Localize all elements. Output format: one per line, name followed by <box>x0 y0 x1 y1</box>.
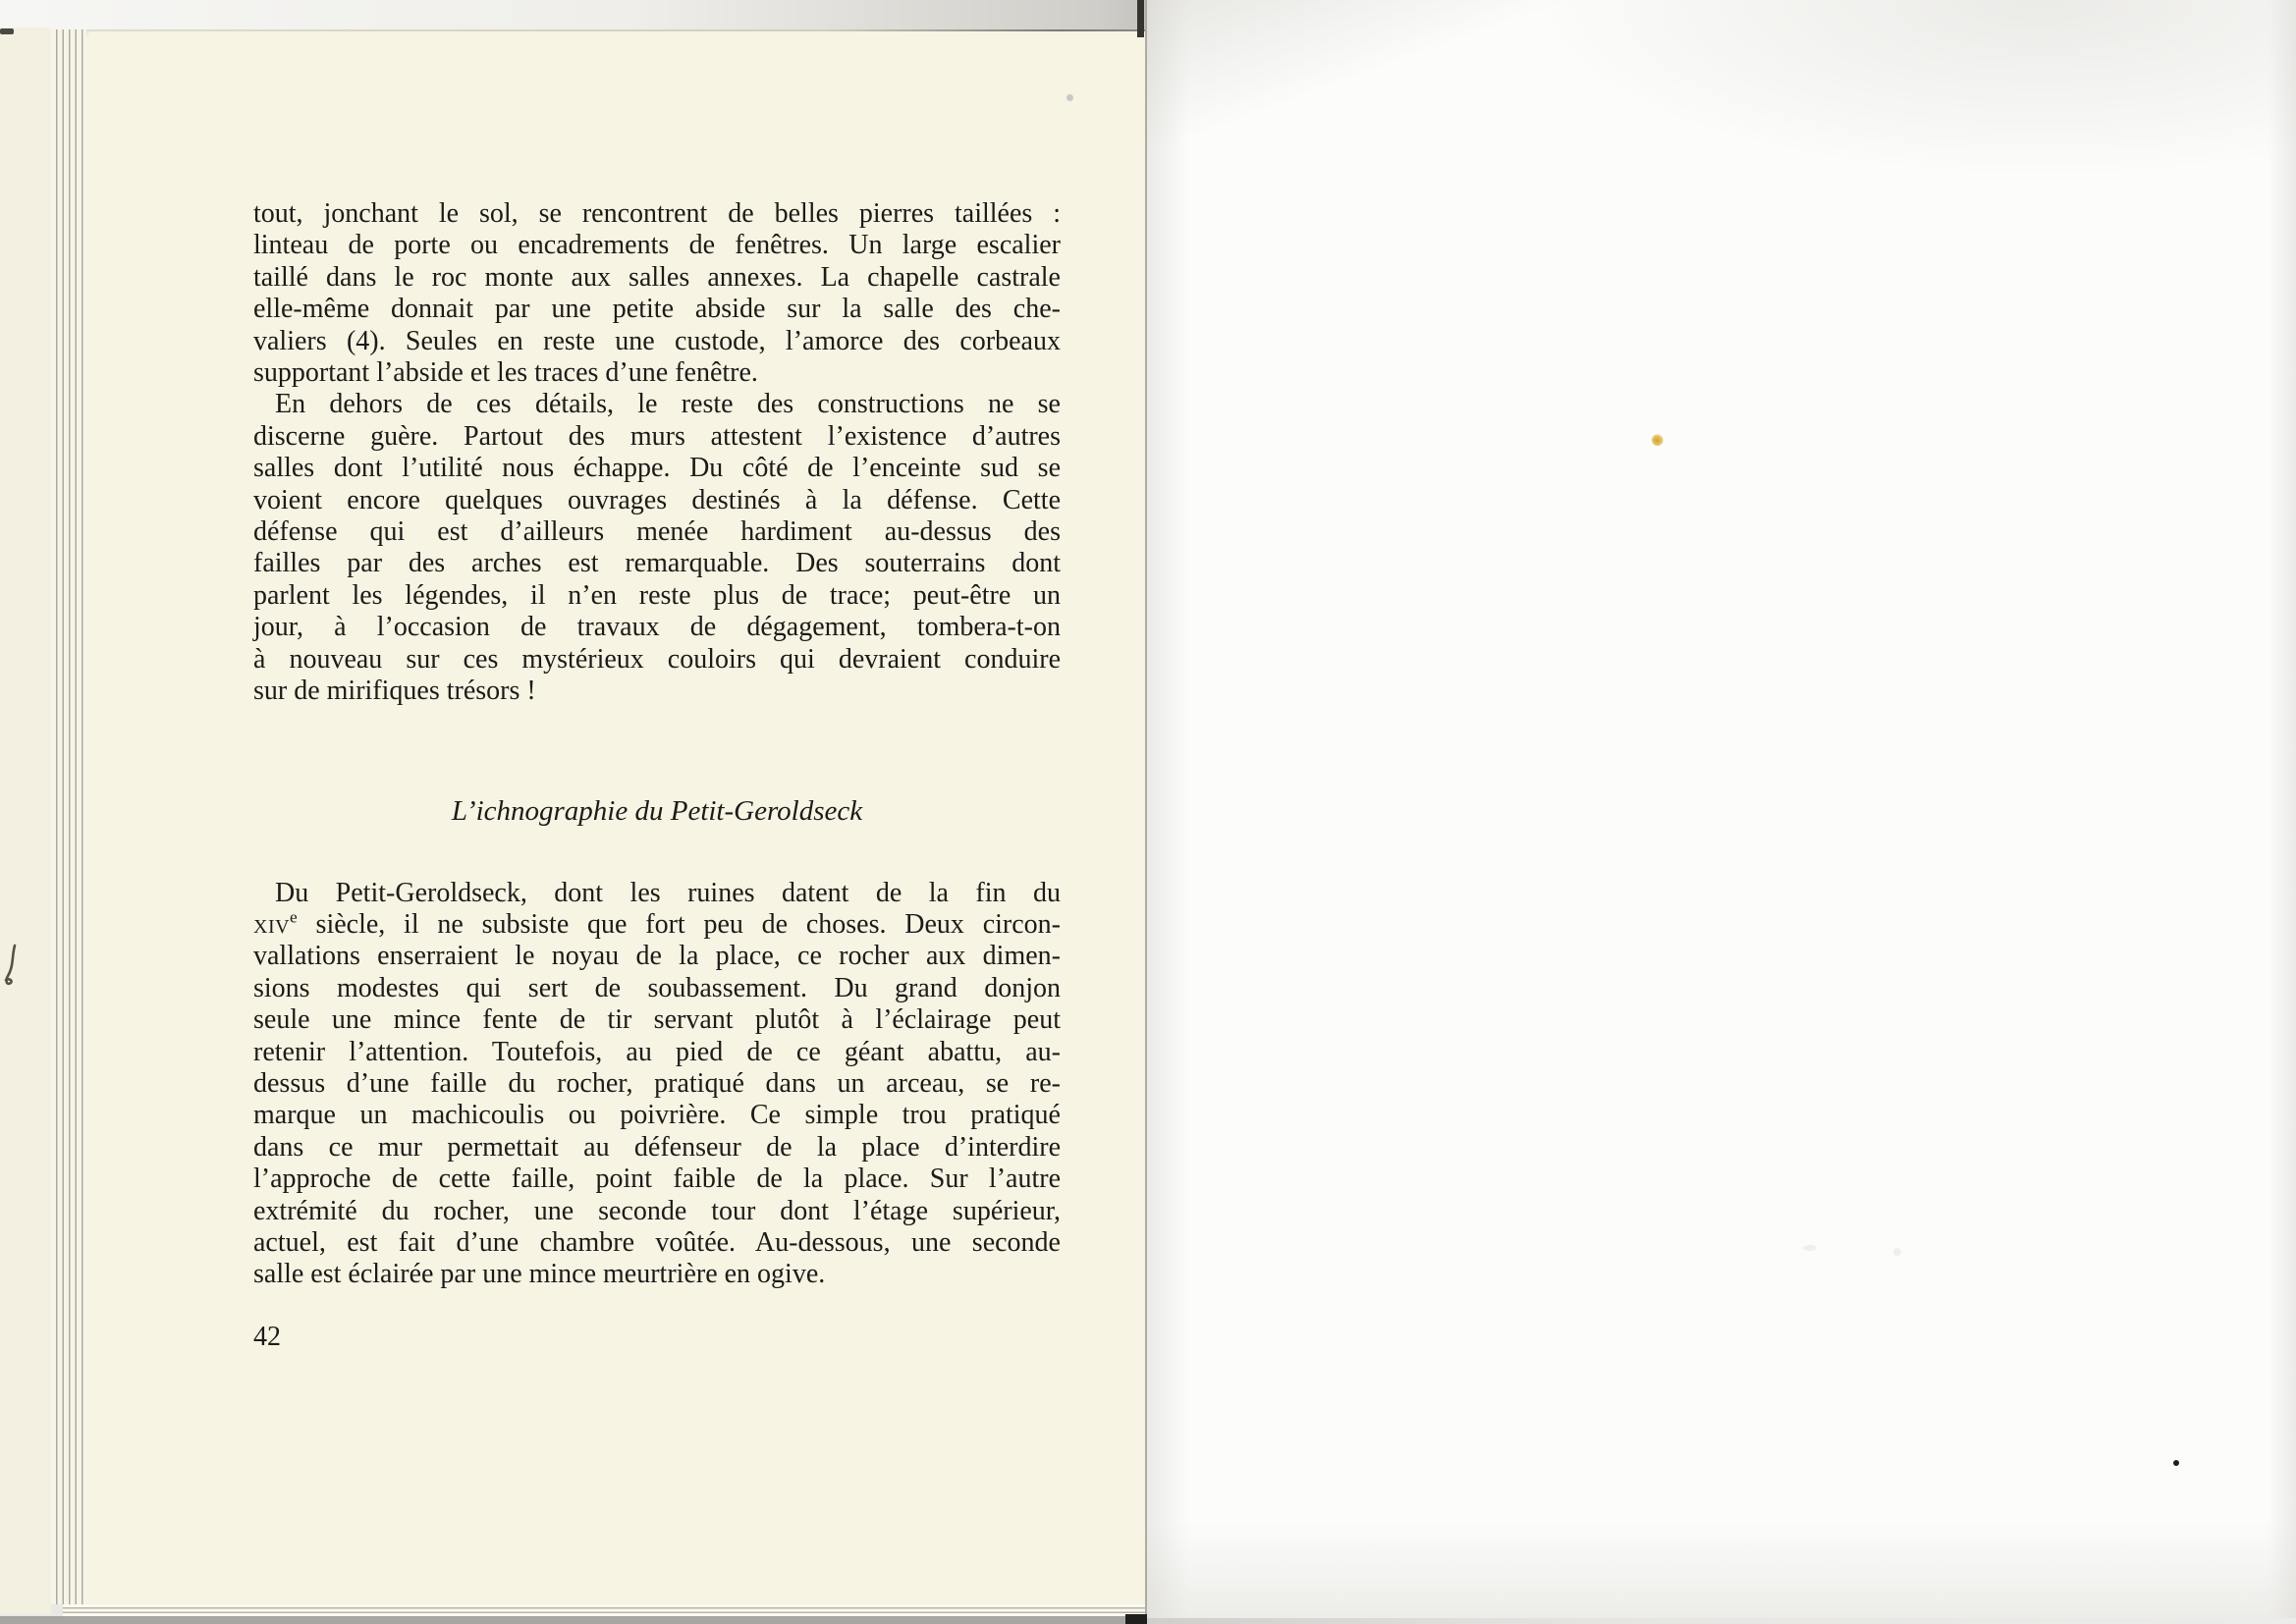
yellow-speck <box>1652 434 1664 446</box>
text-line: En dehors de ces détails, le reste des constructions ne se <box>275 389 1061 420</box>
text-line: valiers (4). Seules en reste une custode, l’amorce des corbeaux <box>253 325 1061 356</box>
gutter-shadow-top <box>1137 0 1144 37</box>
text-line: dans ce mur permettait au défenseur de la place d’interdire <box>253 1131 1061 1163</box>
text-line: elle-même donnait par une petite abside sur la salle des che- <box>253 294 1061 325</box>
black-speck <box>2173 1460 2179 1466</box>
text-line: seule une mince fente de tir servant plutôt à l’éclairage peut <box>253 1004 1061 1036</box>
edge-mark-icon <box>0 28 14 34</box>
section-heading: L’ichnographie du Petit-Geroldseck <box>451 794 863 827</box>
text-line: taillé dans le roc monte aux salles annexes. La chapelle castrale <box>253 261 1061 293</box>
text-column <box>253 198 1061 1291</box>
text-line: marque un machicoulis ou poivrière. Ce simple trou pratiqué <box>253 1100 1061 1131</box>
text-line: vallations enserraient le noyau de la place, ce rocher aux dimen- <box>253 941 1061 972</box>
faint-smudge <box>1893 1248 1901 1256</box>
text-line: sions modestes qui sert de soubassement. Du grand donjon <box>253 972 1061 1003</box>
binding-shadow-chip <box>1125 1614 1147 1624</box>
page-top-edge-line <box>86 29 1145 31</box>
text-line: salles dont l’utilité nous échappe. Du côté de l’enceinte sud se <box>253 453 1061 484</box>
faint-smudge <box>1803 1245 1817 1251</box>
text-line: extrémité du rocher, une seconde tour dont l’étage supérieur, <box>253 1195 1061 1226</box>
scanner-top-strip <box>0 0 1145 31</box>
text-line: actuel, est fait d’une chambre voûtée. Au-dessous, une seconde <box>253 1226 1061 1258</box>
text-line: à nouveau sur ces mystérieux couloirs qui devraient conduire <box>253 643 1061 675</box>
text-line: jour, à l’occasion de travaux de dégagement, tombera-t-on <box>253 612 1061 643</box>
scanner-bottom-strip-right <box>1145 1618 2296 1624</box>
text-line: xiv$^e$ siècle, il ne subsiste que fort peu de choses. Deux circon- <box>253 907 1061 940</box>
page-stack-edges <box>51 29 86 1604</box>
roman-numeral: xiv <box>253 908 291 940</box>
under-pages-edge <box>0 27 51 1614</box>
paragraph <box>253 198 1061 389</box>
text-line: voient encore quelques ouvrages destinés à la défense. Cette <box>253 484 1061 515</box>
text-line: retenir l’attention. Toutefois, au pied de ce géant abattu, au- <box>253 1036 1061 1067</box>
text-line: sur de mirifiques trésors ! <box>253 676 536 707</box>
text-line: discerne guère. Partout des murs attestent l’existence d’autres <box>253 420 1061 452</box>
scanner-bottom-strip <box>0 1616 1145 1624</box>
paragraph <box>253 878 1061 1291</box>
text-line: tout, jonchant le sol, se rencontrent de belles pierres taillées : <box>253 198 1061 229</box>
gray-speck <box>1066 94 1073 101</box>
text-line: supportant l’abside et les traces d’une fenêtre. <box>253 357 758 389</box>
text-line: Du Petit-Geroldseck, dont les ruines datent de la fin du <box>275 877 1061 908</box>
pen-mark <box>0 943 22 994</box>
text-line: parlent les légendes, il n’en reste plus de trace; peut-être un <box>253 579 1061 611</box>
text-line: failles par des arches est remarquable. Des souterrains dont <box>253 548 1061 579</box>
facing-blank-page <box>1145 0 2296 1624</box>
text-line: l’approche de cette faille, point faible de la place. Sur l’autre <box>253 1164 1061 1195</box>
text-line: linteau de porte ou encadrements de fenêtres. Un large escalier <box>253 230 1061 261</box>
text-line: défense qui est d’ailleurs menée hardiment au-dessus des <box>253 516 1061 548</box>
text-line: dessus d’une faille du rocher, pratiqué dans un arceau, se re- <box>253 1067 1061 1099</box>
text-line: salle est éclairée par une mince meurtrière en ogive. <box>253 1259 826 1290</box>
page-number: 42 <box>253 1322 281 1352</box>
paragraph <box>253 389 1061 707</box>
